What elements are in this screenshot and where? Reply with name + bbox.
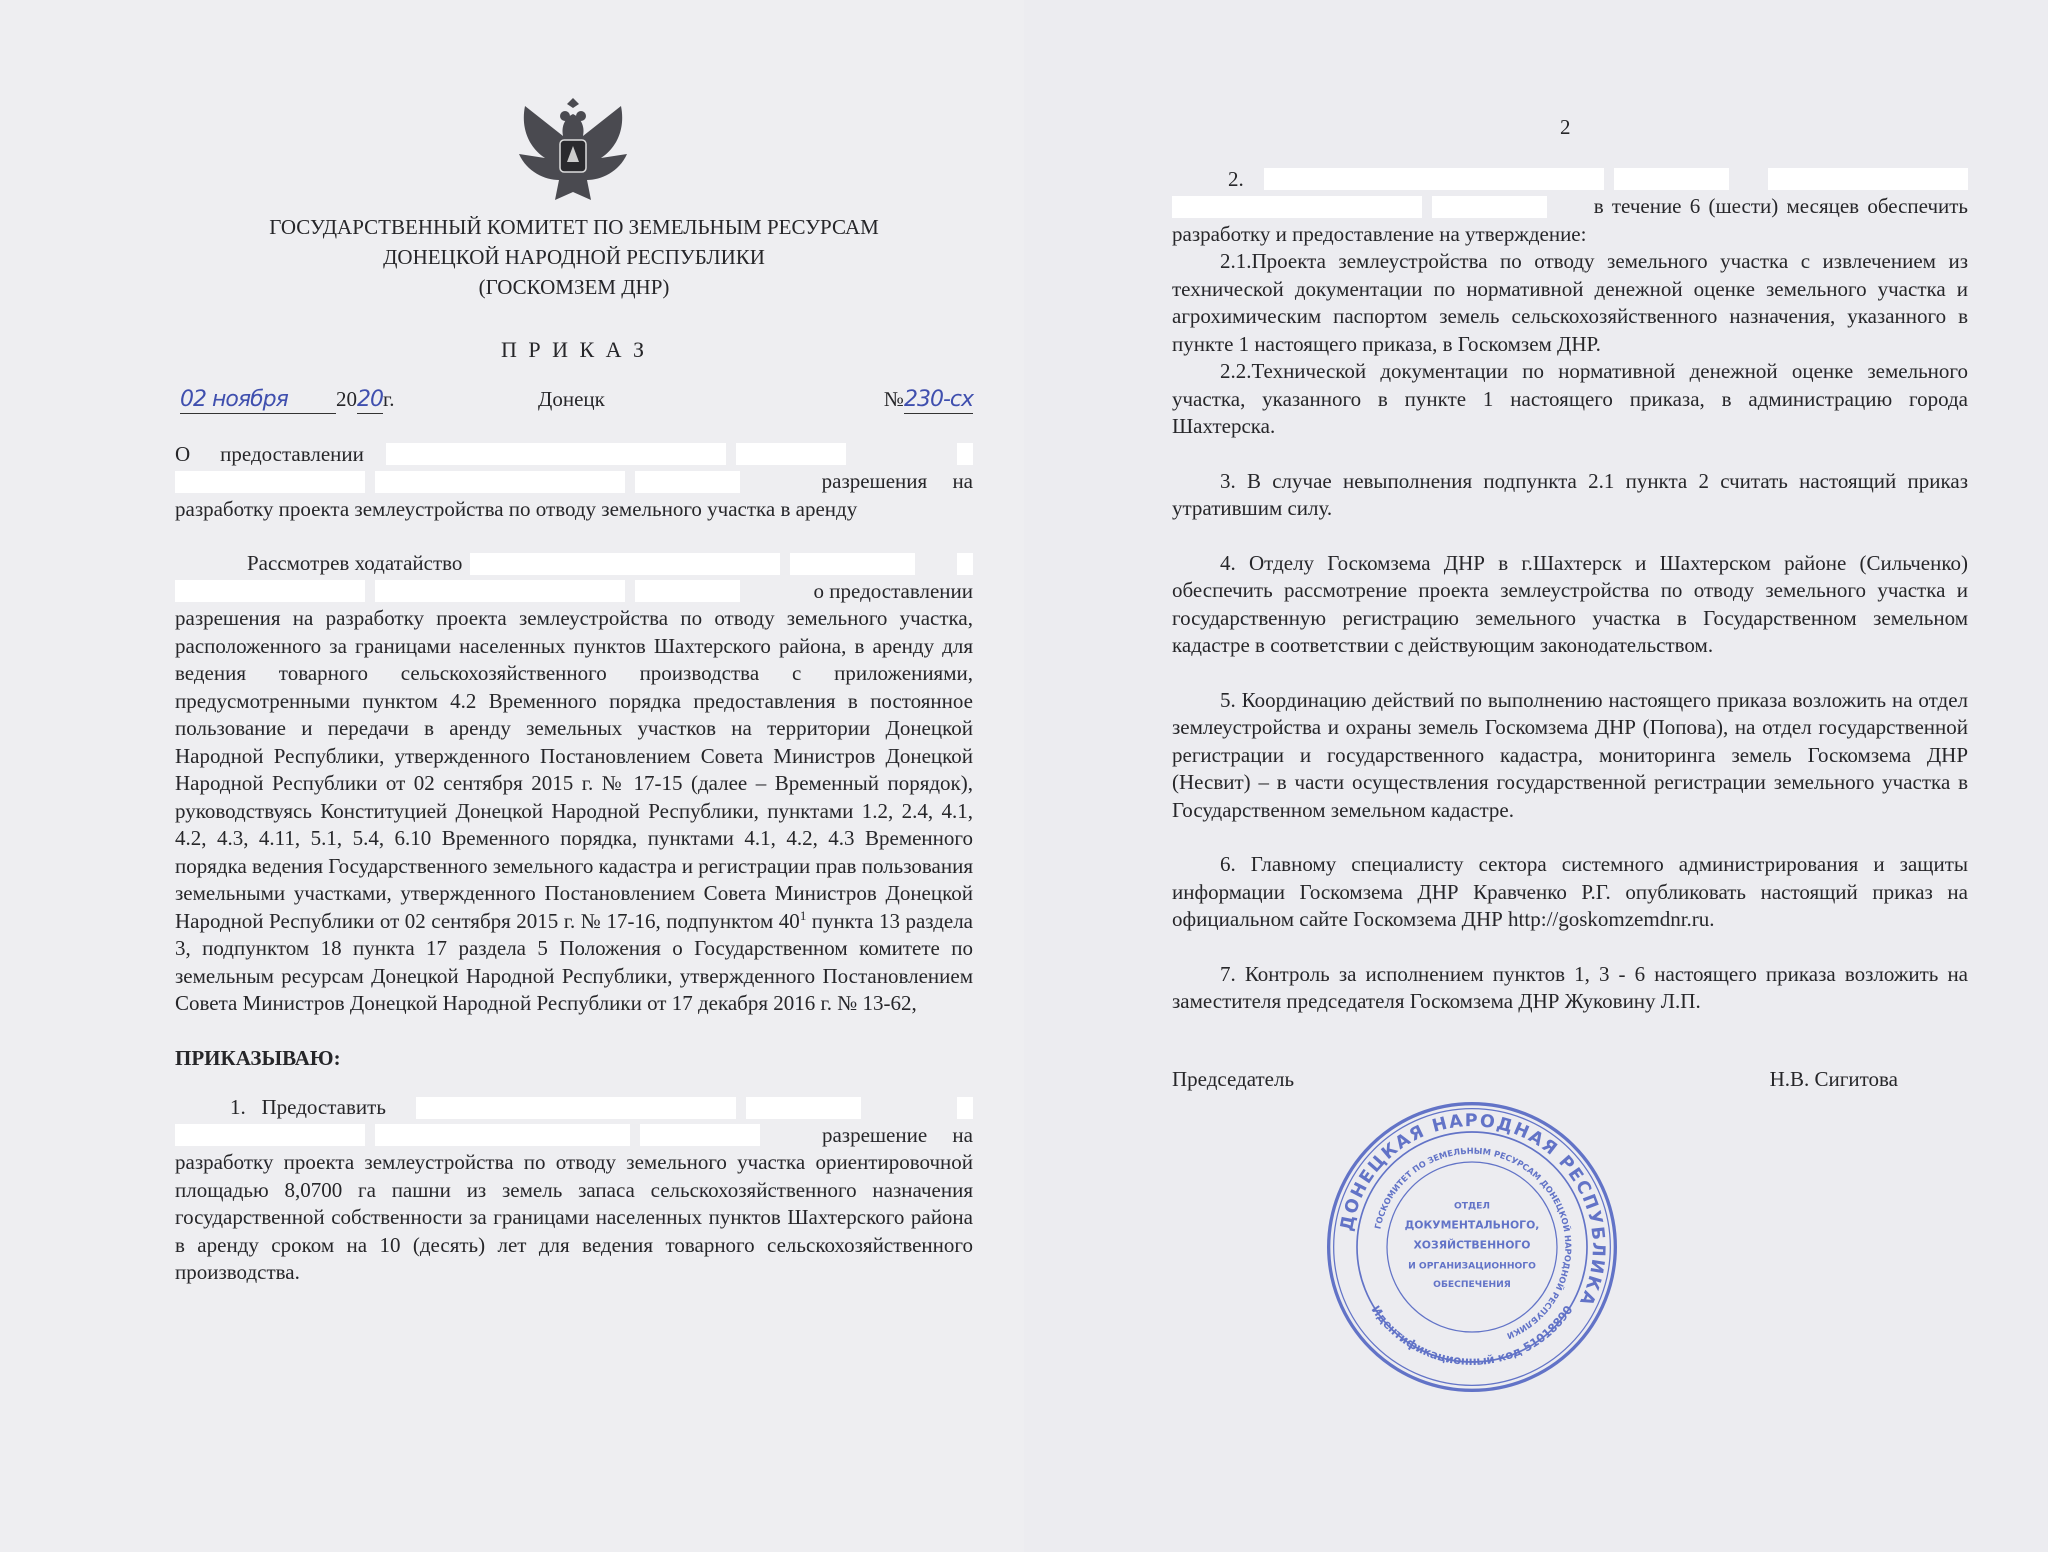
redaction bbox=[175, 1124, 365, 1146]
preamble-text: разрешения на разработку проекта землеустройства по отводу земельного участка, расположенного за границами населенных пунктов Шахтерского района, в аренду для ведения товарного сельскохозяйственного производства с приложениями, предусмотренными пунктом 4.2 Временного порядка предоставления в постоянное пользование и передачи в аренду земельных участков на территории Донецкой Народной Республики, утвержденного Постановлением Совета Министров Донецкой Народной Республики от 02 сентября 2015 г. № 17-15 (далее – Временный порядок), руководствуясь Конституцией Донецкой Народной Республики, пунктами 1.2, 2.4, 4.1, 4.2, 4.3, 4.11, 5.1, 5.4, 6.10 Временного порядка, пунктами 4.1, 4.2, 4.3 Временного порядка ведения Государственного земельного кадастра и регистрации прав пользования земельными участками, утвержденного Постановлением Совета Министров Донецкой Народной Республики от 02 сентября 2015 г. № 17-16, подпунктом 40 bbox=[175, 606, 973, 933]
signature-line bbox=[1172, 1066, 1968, 1094]
date-city-number-line bbox=[175, 386, 973, 416]
redaction bbox=[1768, 168, 1968, 190]
item-text: 2. bbox=[1228, 166, 1244, 191]
redaction bbox=[470, 553, 780, 575]
item-1 bbox=[175, 1094, 973, 1287]
order-date bbox=[180, 386, 395, 415]
stamp-center-text: ДОКУМЕНТАЛЬНОГО, bbox=[1404, 1218, 1540, 1232]
right-column bbox=[1172, 114, 1968, 1397]
item-2 bbox=[1172, 166, 1968, 441]
header-line: ДОНЕЦКОЙ НАРОДНОЙ РЕСПУБЛИКИ bbox=[383, 245, 765, 269]
organization-header bbox=[175, 212, 973, 302]
redaction bbox=[1614, 168, 1729, 190]
redaction bbox=[1264, 168, 1604, 190]
stamp-inner-text: ГОСКОМИТЕТ ПО ЗЕМЕЛЬНЫМ РЕСУРСАМ ДОНЕЦКОЙ НАРОДНОЙ РЕСПУБЛИКИ bbox=[1372, 1145, 1574, 1342]
city: Донецк bbox=[538, 386, 605, 411]
left-column bbox=[175, 212, 973, 1287]
redaction bbox=[746, 1097, 861, 1119]
year-prefix: 20 bbox=[336, 386, 357, 411]
item-3: 3. В случае невыполнения подпункта 2.1 пункта 2 считать настоящий приказ утратившим силу. bbox=[1172, 468, 1968, 520]
preamble-text: о предоставлении bbox=[813, 578, 973, 603]
order-subject bbox=[175, 441, 973, 524]
item-5: 5. Координацию действий по выполнению настоящего приказа возложить на отдел землеустройства и охраны земель Госкомзема ДНР (Попова), на отдел государственной регистрации и государственного кадастра, мониторинга земель Госкомзема ДНР (Несвит) – в части осуществления государственной регистрации земельного участка в Государственном земельном кадастре. bbox=[1172, 687, 1968, 822]
subitem-2-1: 2.1.Проекта землеустройства по отводу земельного участка с извлечением из технической документации по нормативной денежной оценке земельного участка и агрохимическим паспортом земель сельскохозяйственного назначения, указанного в пункте 1 настоящего приказа, в Госкомзем ДНР. bbox=[1172, 249, 1968, 356]
redaction bbox=[736, 443, 846, 465]
redaction bbox=[957, 1097, 973, 1119]
subject-text: разрешения на bbox=[821, 469, 973, 493]
subject-text: разработку проекта землеустройства по отводу земельного участка в аренду bbox=[175, 496, 858, 521]
number-sign: № bbox=[883, 386, 904, 411]
stamp-bottom-text: Идентификационный код 51018890 bbox=[1368, 1302, 1576, 1368]
item-text: разрешение на bbox=[821, 1122, 973, 1147]
item-text: 1. Предоставить bbox=[230, 1095, 386, 1119]
item-4: 4. Отделу Госкомзема ДНР в г.Шахтерск и Шахтерском районе (Сильченко) обеспечить рассмотрение проекта землеустройства по отводу земельного участка и государственную регистрацию земельного участка в Государственном земельном кадастре в соответствии с действующим законодательством. bbox=[1172, 550, 1968, 657]
signatory-title: Председатель bbox=[1172, 1066, 1295, 1091]
preamble bbox=[175, 550, 973, 1018]
item-7: 7. Контроль за исполнением пунктов 1, 3 - 6 настоящего приказа возложить на заместителя председателя Госкомзема ДНР Жуковину Л.П. bbox=[1172, 961, 1968, 1013]
preamble-body bbox=[175, 605, 973, 1018]
redaction bbox=[375, 580, 625, 602]
subject-text: О bbox=[175, 441, 191, 466]
stamp-outer-text: ДОНЕЦКАЯ НАРОДНАЯ РЕСПУБЛИКА bbox=[1337, 1111, 1608, 1310]
redaction bbox=[1172, 196, 1422, 218]
redaction bbox=[175, 471, 365, 493]
redaction bbox=[640, 1124, 760, 1146]
subitem-2-2: 2.2.Технической документации по нормативной денежной оценке земельного участка, указанного в пункте 1 настоящего приказа, в администрацию города Шахтерска. bbox=[1172, 359, 1968, 438]
stamp-center-text: ОТДЕЛ bbox=[1453, 1200, 1491, 1212]
preamble-text: пункта 13 раздела 3, подпунктом 18 пункта 17 раздела 5 Положения о Государственном комитете по земельным ресурсам Донецкой Народной Республики, утвержденного Постановлением Совета Министров Донецкой Народной Республики от 17 декабря 2016 г. № 13-62, bbox=[175, 908, 973, 1015]
stamp-center-text: ХОЗЯЙСТВЕННОГО bbox=[1413, 1238, 1531, 1252]
redaction bbox=[375, 471, 625, 493]
stamp-center-text: И ОРГАНИЗАЦИОННОГО bbox=[1408, 1260, 1536, 1272]
item-6: 6. Главному специалисту сектора системного администрирования и защиты информации Госкомзема ДНР Кравченко Р.Г. опубликовать настоящий приказ на официальном сайте Госкомзема ДНР http://goskomzemdnr.ru. bbox=[1172, 852, 1968, 931]
preamble-text: Рассмотрев ходатайство bbox=[247, 551, 463, 575]
item-text: в течение 6 (шести) месяцев обеспечить bbox=[1593, 194, 1968, 218]
redaction bbox=[1432, 196, 1547, 218]
redaction bbox=[375, 1124, 630, 1146]
handwritten-day-month: 02 ноября bbox=[180, 386, 336, 415]
item-text: разработку проекта землеустройства по отводу земельного участка ориентировочной площадью 8,0700 га пашни из земель запаса сельскохозяйственного назначения государственной собственности за границами населенных пунктов Шахтерского района в аренду сроком на 10 (десять) лет для ведения товарного сельскохозяйственного производства. bbox=[175, 1150, 973, 1284]
coat-of-arms-emblem bbox=[505, 96, 641, 212]
superscript: 1 bbox=[799, 907, 807, 923]
redaction bbox=[386, 443, 726, 465]
order-number bbox=[884, 386, 973, 415]
official-stamp bbox=[1322, 1097, 1622, 1397]
redaction bbox=[957, 553, 973, 575]
subject-text: предоставлении bbox=[220, 441, 364, 466]
redaction bbox=[635, 580, 740, 602]
redaction bbox=[635, 471, 740, 493]
redaction bbox=[175, 580, 365, 602]
page-number: 2 bbox=[1560, 115, 1571, 139]
year-unit: г. bbox=[383, 386, 395, 411]
signatory-name: Н.В. Сигитова bbox=[1769, 1066, 1898, 1091]
header-line: ГОСУДАРСТВЕННЫЙ КОМИТЕТ ПО ЗЕМЕЛЬНЫМ РЕСУРСАМ bbox=[269, 215, 879, 239]
item-text: разработку и предоставление на утверждение: bbox=[1172, 221, 1587, 246]
redaction bbox=[790, 553, 915, 575]
header-line: (ГОСКОМЗЕМ ДНР) bbox=[478, 275, 670, 299]
order-word: ПРИКАЗЫВАЮ: bbox=[175, 1045, 341, 1070]
document-type-title: П Р И К А З bbox=[500, 337, 648, 362]
handwritten-number: 230-сх bbox=[904, 386, 973, 415]
redaction bbox=[957, 443, 973, 465]
stamp-center-text: ОБЕСПЕЧЕНИЯ bbox=[1433, 1279, 1511, 1290]
redaction bbox=[416, 1097, 736, 1119]
handwritten-year: 20 bbox=[357, 386, 383, 415]
